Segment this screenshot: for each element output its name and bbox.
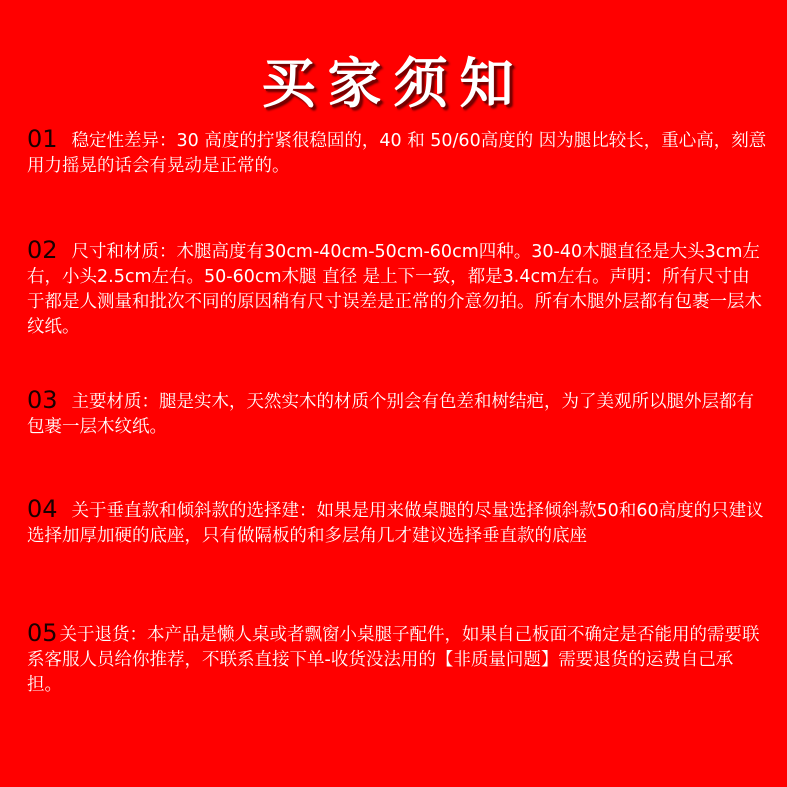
section-number: 04 — [27, 495, 58, 523]
section-number: 03 — [27, 386, 58, 414]
notice-section-02 — [27, 238, 767, 340]
notice-section-01 — [27, 127, 767, 179]
section-text: 稳定性差异：30 高度的拧紧很稳固的，40 和 50/60高度的 因为腿比较长，重心高，刻意用力摇晃的话会有晃动是正常的。 — [27, 131, 767, 176]
section-number: 02 — [27, 236, 58, 264]
section-text: 关于垂直款和倾斜款的选择建：如果是用来做桌腿的尽量选择倾斜款50和60高度的只建议选择加厚加硬的底座，只有做隔板的和多层角几才建议选择垂直款的底座 — [27, 501, 764, 546]
section-text: 关于退货：本产品是懒人桌或者飘窗小桌腿子配件，如果自己板面不确定是否能用的需要联系客服人员给你推荐，不联系直接下单-收货没法用的【非质量问题】需要退货的运费自己承担。 — [27, 625, 760, 695]
section-text: 尺寸和材质：木腿高度有30cm-40cm-50cm-60cm四种。30-40木腿直径是大头3cm左右，小头2.5cm左右。50-60cm木腿 直径 是上下一致，都是3.4cm左右。声明：所有尺寸由于都是人测量和批次不同的原因稍有尺寸误差是正常的介意勿拍。所有木腿外层都有包裹一层木纹纸。 — [27, 242, 762, 337]
section-number: 05 — [27, 619, 58, 647]
notice-section-04 — [27, 497, 767, 549]
section-text: 主要材质：腿是实木，天然实木的材质个别会有色差和树结疤，为了美观所以腿外层都有包裹一层木纹纸。 — [27, 392, 755, 437]
page-title: 买家须知 — [261, 52, 526, 115]
notice-section-03 — [27, 388, 767, 440]
section-number: 01 — [27, 125, 58, 153]
notice-section-05 — [27, 621, 767, 698]
